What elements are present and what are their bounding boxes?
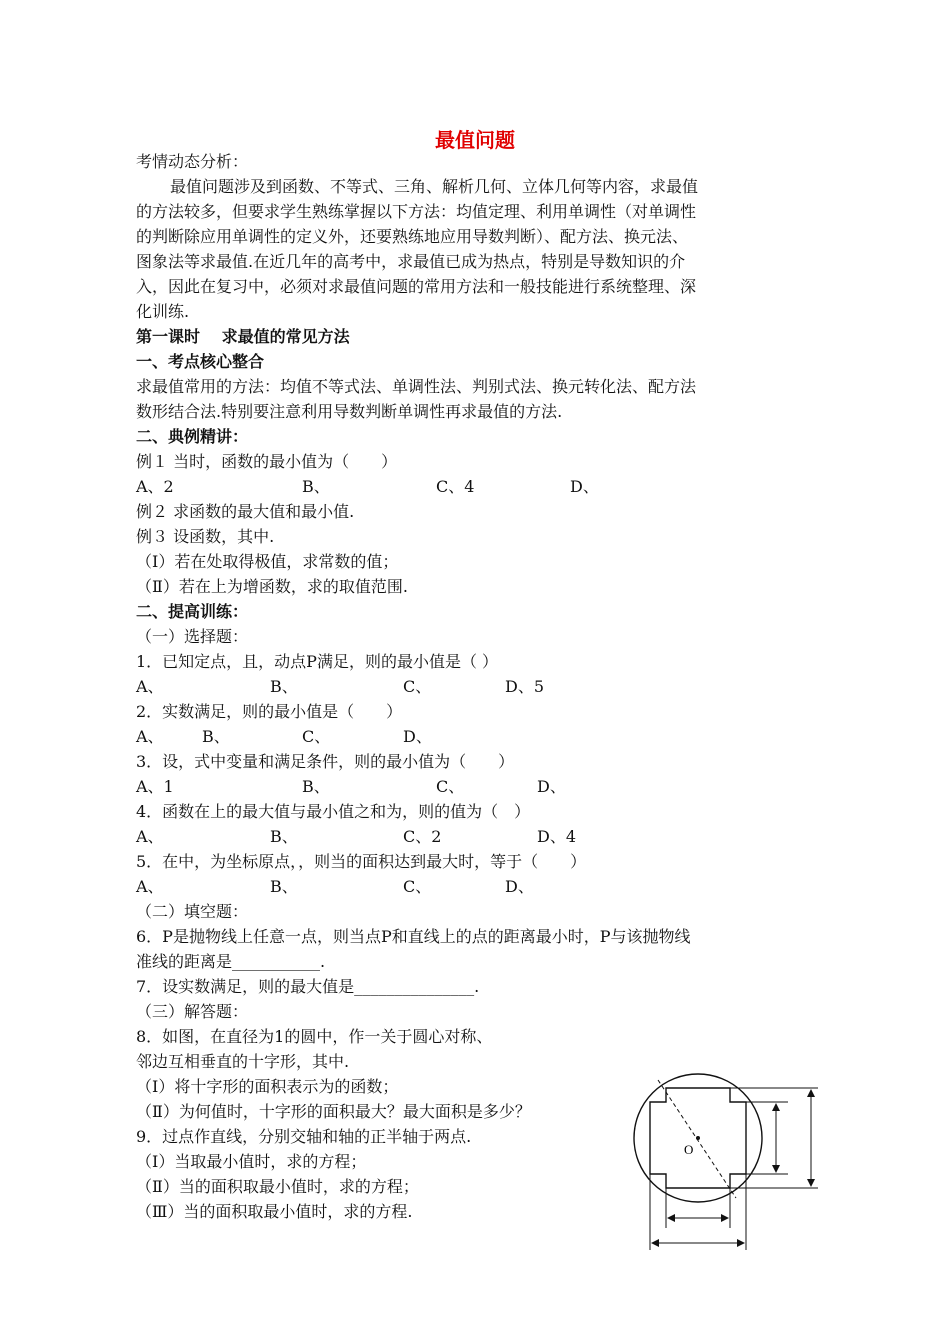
- section1-heading: 一、考点核心整合: [136, 352, 265, 371]
- question-6: 6．P是抛物线上任意一点，则当点P和直线上的点的距离最小时，P与该抛物线: [136, 927, 691, 946]
- example-1: 例１ 当时，函数的最小值为（ ）: [136, 452, 398, 471]
- question-9: 9．过点作直线，分别交轴和轴的正半轴于两点.: [136, 1127, 472, 1146]
- intro-line: 的判断除应用单调性的定义外，还要熟练地应用导数判断）、配方法、换元法、: [136, 227, 689, 246]
- ex1-option-d: D、: [570, 477, 599, 496]
- intro-line: 入，因此在复习中，必须对求最值问题的常用方法和一般技能进行系统整理、深: [136, 277, 697, 296]
- subsection-solve: （三）解答题：: [136, 1002, 249, 1021]
- q4-option-d: D、4: [537, 827, 577, 846]
- q1-option-b: B、: [270, 677, 298, 696]
- q2-option-d: D、: [403, 727, 432, 746]
- section1-line: 数形结合法.特别要注意利用导数判断单调性再求最值的方法.: [136, 402, 563, 421]
- subsection-fill: （二）填空题：: [136, 902, 249, 921]
- q3-option-a: A、1: [136, 777, 174, 796]
- ex1-option-c: C、4: [436, 477, 475, 496]
- question-2: 2．实数满足，则的最小值是（ ）: [136, 702, 403, 721]
- question-8-part-i: （Ⅰ）将十字形的面积表示为的函数；: [136, 1077, 399, 1096]
- cross-in-circle-figure: [628, 1068, 828, 1258]
- example-3-part-i: （Ⅰ）若在处取得极值，求常数的值；: [136, 552, 399, 571]
- question-9-part-i: （Ⅰ）当取最小值时，求的方程；: [136, 1152, 367, 1171]
- section3-heading: 二、提高训练：: [136, 602, 249, 621]
- intro-line: 的方法较多，但要求学生熟练掌握以下方法：均值定理、利用单调性（对单调性: [136, 202, 697, 221]
- q5-option-d: D、: [505, 877, 534, 896]
- q1-option-a: A、: [136, 677, 164, 696]
- question-9-part-iii: （Ⅲ）当的面积取最小值时，求的方程.: [136, 1202, 413, 1221]
- intro-line: 图象法等求最值.在近几年的高考中，求最值已成为热点，特别是导数知识的介: [136, 252, 686, 271]
- question-8-part-ii: （Ⅱ）为何值时，十字形的面积最大？最大面积是多少？: [136, 1102, 531, 1121]
- intro-line: 化训练.: [136, 302, 190, 321]
- lesson-title: 第一课时 求最值的常见方法: [136, 327, 350, 346]
- question-8: 8．如图，在直径为1的圆中，作一关于圆心对称、: [136, 1027, 493, 1046]
- ex1-option-a: A、2: [136, 477, 174, 496]
- question-6-cont: 准线的距离是___________.: [136, 952, 326, 971]
- question-3: 3．设，式中变量和满足条件，则的最小值为（ ）: [136, 752, 515, 771]
- q4-option-a: A、: [136, 827, 164, 846]
- q2-option-c: C、: [302, 727, 331, 746]
- subsection-choice: （一）选择题：: [136, 627, 249, 646]
- q4-option-b: B、: [270, 827, 298, 846]
- question-4: 4．函数在上的最大值与最小值之和为，则的值为（ ）: [136, 802, 531, 821]
- section1-line: 求最值常用的方法：均值不等式法、单调性法、判别式法、换元转化法、配方法: [136, 377, 697, 396]
- section2-heading: 二、典例精讲：: [136, 427, 249, 446]
- q4-option-c: C、2: [403, 827, 442, 846]
- q2-option-b: B、: [202, 727, 230, 746]
- question-9-part-ii: （Ⅱ）当的面积取最小值时，求的方程；: [136, 1177, 419, 1196]
- question-5: 5．在中，为坐标原点，，则当的面积达到最大时，等于（ ）: [136, 852, 587, 871]
- example-2: 例２ 求函数的最大值和最小值.: [136, 502, 355, 521]
- q1-option-c: C、: [403, 677, 432, 696]
- q3-option-b: B、: [302, 777, 330, 796]
- question-7: 7．设实数满足，则的最大值是_______________.: [136, 977, 480, 996]
- q5-option-b: B、: [270, 877, 298, 896]
- question-8-cont: 邻边互相垂直的十字形，其中.: [136, 1052, 350, 1071]
- center-point: [696, 1136, 700, 1140]
- example-3-part-ii: （Ⅱ）若在上为增函数，求的取值范围.: [136, 577, 408, 596]
- center-label: O: [684, 1142, 694, 1157]
- q1-option-d: D、5: [505, 677, 545, 696]
- q5-option-a: A、: [136, 877, 164, 896]
- question-1: 1．已知定点，且，动点P满足，则的最小值是（ ）: [136, 652, 499, 671]
- q2-option-a: A、: [136, 727, 164, 746]
- example-3: 例３ 设函数，其中.: [136, 527, 275, 546]
- intro-heading: 考情动态分析：: [136, 152, 249, 171]
- q5-option-c: C、: [403, 877, 432, 896]
- q3-option-c: C、: [436, 777, 465, 796]
- ex1-option-b: B、: [302, 477, 330, 496]
- intro-line: 最值问题涉及到函数、不等式、三角、解析几何、立体几何等内容，求最值: [170, 177, 699, 196]
- page-title: 最值问题: [435, 128, 515, 152]
- q3-option-d: D、: [537, 777, 566, 796]
